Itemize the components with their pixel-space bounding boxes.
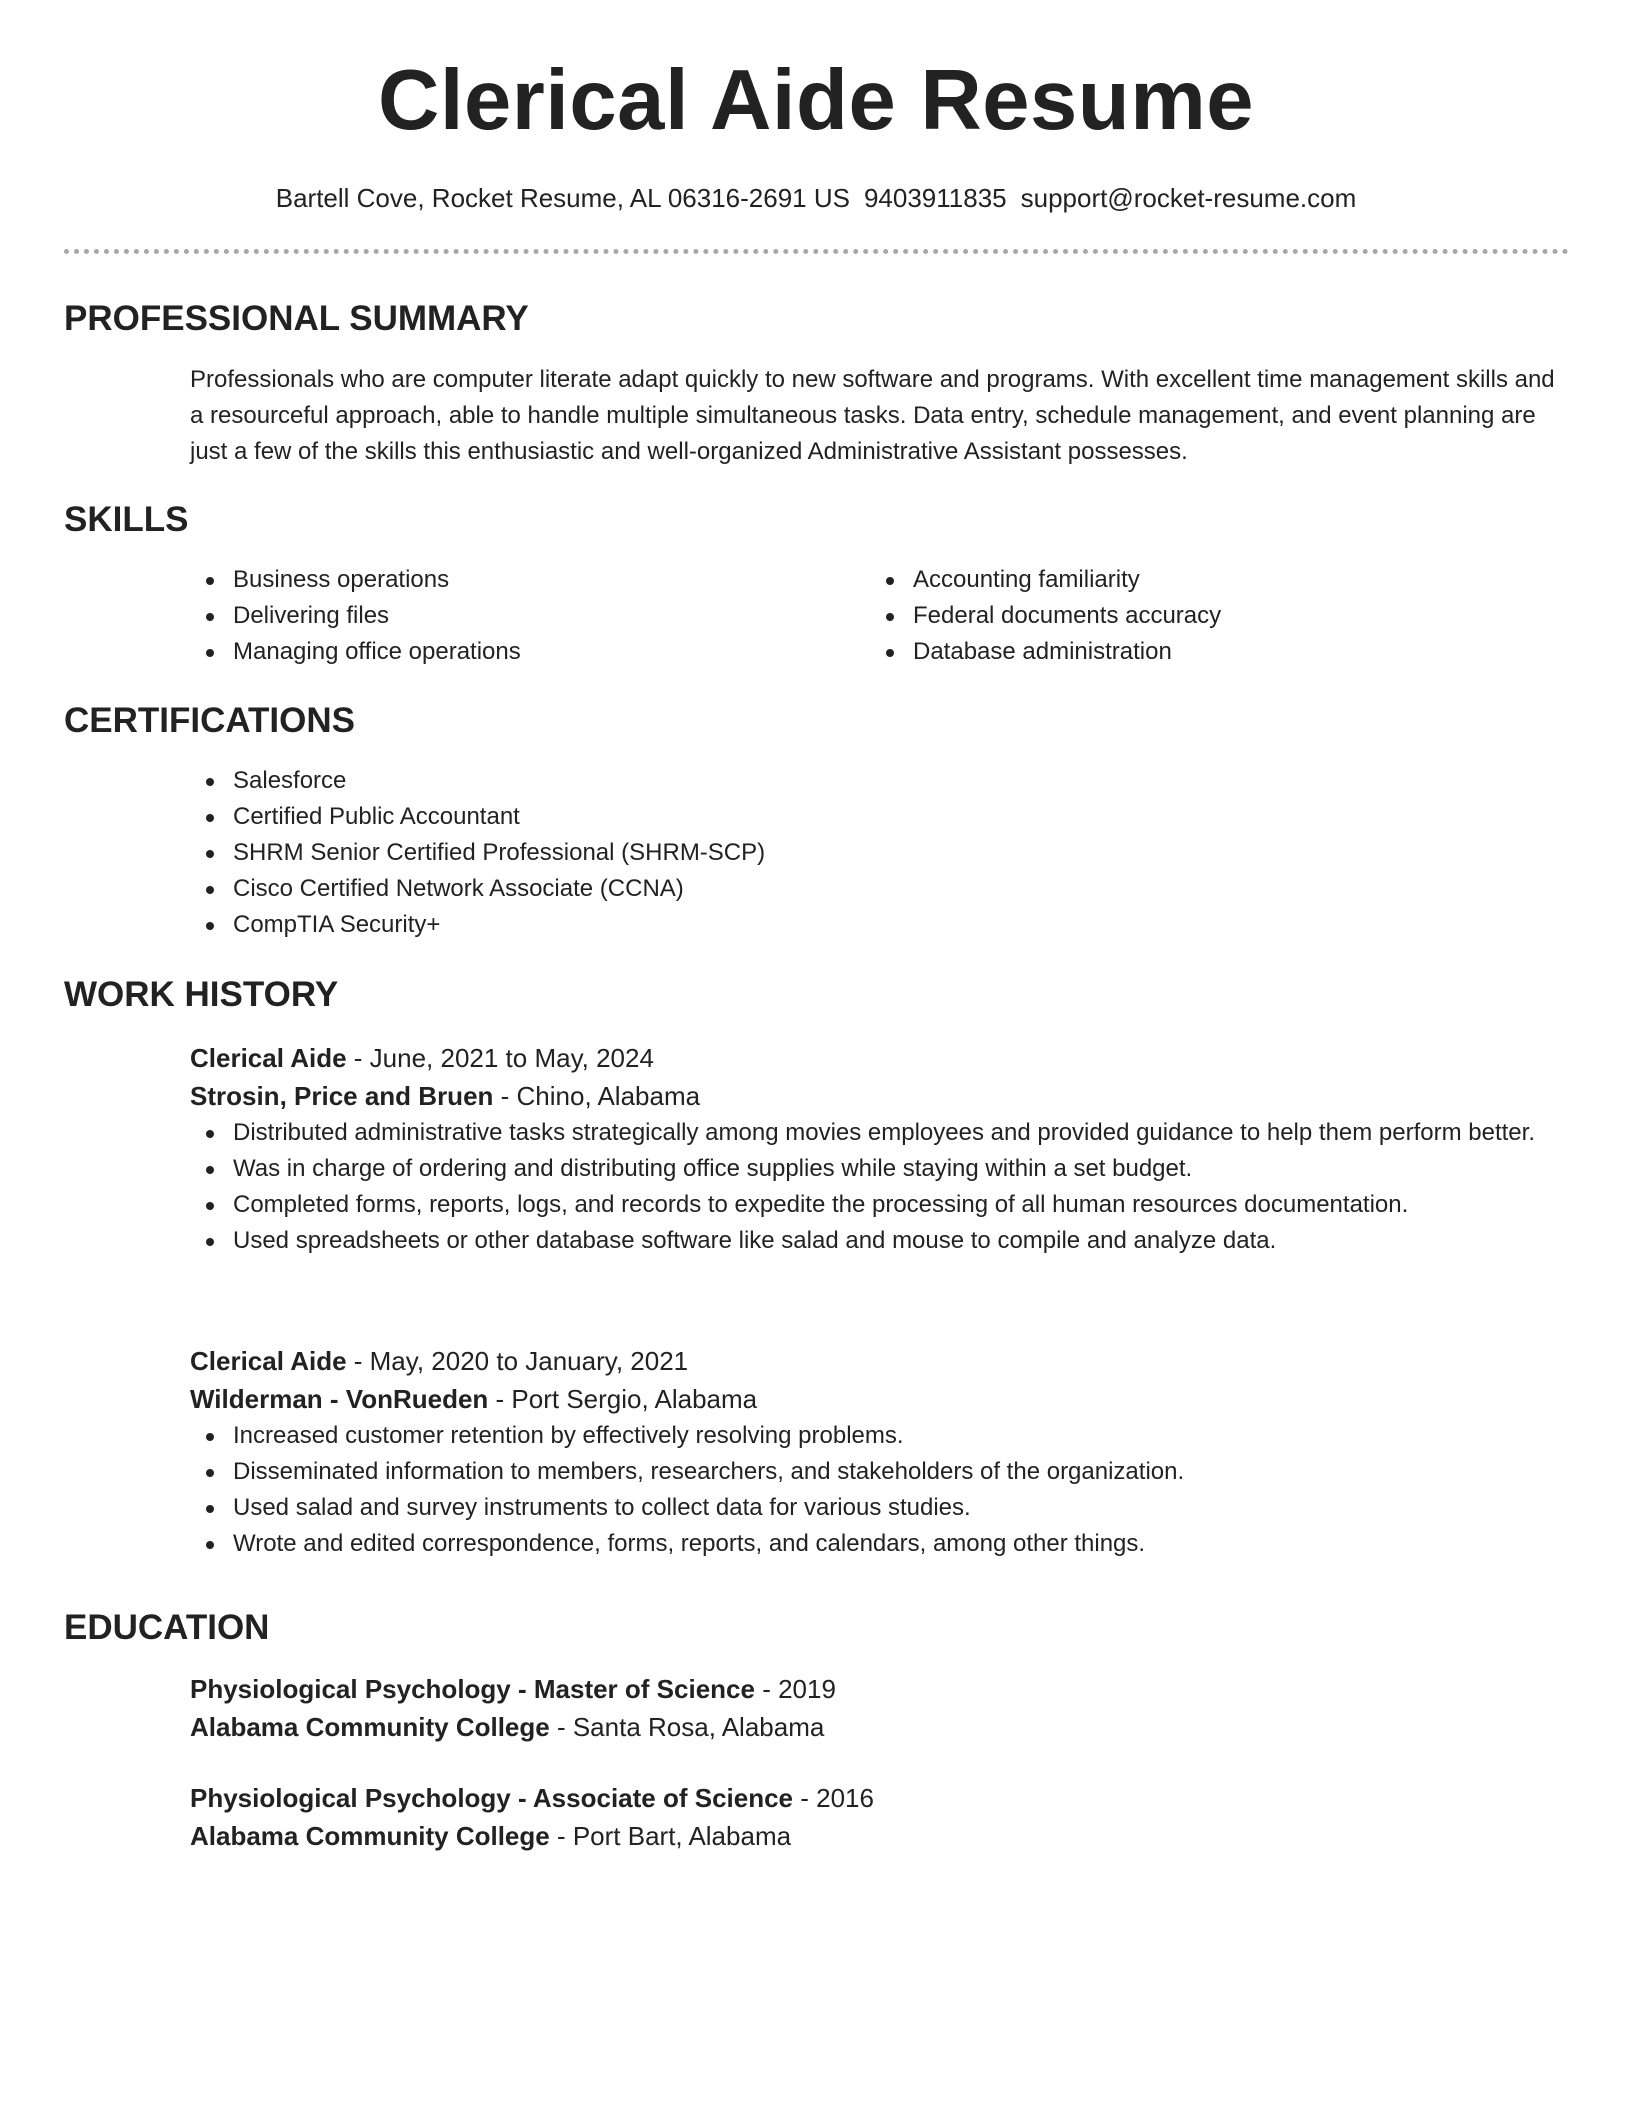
job-dates: - June, 2021 to May, 2024 — [346, 1043, 654, 1073]
certifications-section — [190, 763, 1569, 943]
skills-list-left — [190, 562, 870, 670]
certification-item: Salesforce — [190, 763, 1569, 799]
resume-title: Clerical Aide Resume — [377, 53, 1255, 148]
education-entry — [190, 1670, 1569, 1746]
job-title-line — [190, 1342, 1569, 1380]
summary-text: Professionals who are computer literate adapt quickly to new software and programs. With excellent time management skills and a resourceful approach, able to handle multiple simultaneous tasks. Data entry, schedule management, and event planning are just a few of the skills this enthusiastic and well-organized Administrative Assistant possesses. — [190, 366, 1555, 465]
skill-item: Managing office operations — [190, 634, 870, 670]
contact-address: Bartell Cove, Rocket Resume, AL 06316-2691 US — [275, 183, 850, 213]
job-title: Clerical Aide — [190, 1043, 347, 1073]
job-duty: Was in charge of ordering and distributing office supplies while staying within a set budget. — [190, 1151, 1569, 1187]
job-company-line — [190, 1380, 1569, 1418]
skill-item: Delivering files — [190, 598, 870, 634]
school-line — [190, 1708, 1569, 1746]
degree-title: Physiological Psychology - Master of Science — [190, 1674, 755, 1704]
skills-list-right — [870, 562, 1550, 670]
certification-item: Certified Public Accountant — [190, 799, 1569, 835]
job-duty: Used salad and survey instruments to collect data for various studies. — [190, 1490, 1569, 1526]
skill-item: Federal documents accuracy — [870, 598, 1550, 634]
job-entry — [190, 1342, 1569, 1562]
work-history-heading: WORK HISTORY — [64, 975, 339, 1014]
skills-section — [190, 562, 1569, 670]
job-duties-list — [190, 1418, 1569, 1562]
education-heading: EDUCATION — [64, 1608, 270, 1647]
degree-year: - 2016 — [793, 1783, 874, 1813]
job-duty: Increased customer retention by effectively resolving problems. — [190, 1418, 1569, 1454]
job-duty: Used spreadsheets or other database software like salad and mouse to compile and analyze data. — [190, 1223, 1569, 1259]
school-location: - Port Bart, Alabama — [549, 1821, 792, 1851]
skill-item: Database administration — [870, 634, 1550, 670]
job-duty: Disseminated information to members, researchers, and stakeholders of the organization. — [190, 1454, 1569, 1490]
certification-item: Cisco Certified Network Associate (CCNA) — [190, 871, 1569, 907]
summary-heading: PROFESSIONAL SUMMARY — [64, 299, 529, 338]
skill-item: Business operations — [190, 562, 870, 598]
certification-item: SHRM Senior Certified Professional (SHRM-SCP) — [190, 835, 1569, 871]
skills-heading: SKILLS — [64, 500, 189, 539]
school-name: Alabama Community College — [190, 1712, 550, 1742]
job-company: Strosin, Price and Bruen — [190, 1081, 494, 1111]
education-entry — [190, 1779, 1569, 1855]
job-location: - Port Sergio, Alabama — [488, 1384, 758, 1414]
certification-item: CompTIA Security+ — [190, 907, 1569, 943]
contact-email: support@rocket-resume.com — [1020, 183, 1357, 213]
job-location: - Chino, Alabama — [493, 1081, 701, 1111]
job-dates: - May, 2020 to January, 2021 — [346, 1346, 689, 1376]
school-location: - Santa Rosa, Alabama — [549, 1712, 825, 1742]
job-company: Wilderman - VonRueden — [190, 1384, 489, 1414]
certifications-list — [190, 763, 1569, 943]
school-name: Alabama Community College — [190, 1821, 550, 1851]
degree-line — [190, 1779, 1569, 1817]
degree-title: Physiological Psychology - Associate of Science — [190, 1783, 794, 1813]
skill-item: Accounting familiarity — [870, 562, 1550, 598]
summary-section — [190, 362, 1569, 470]
degree-year: - 2019 — [754, 1674, 836, 1704]
certifications-heading: CERTIFICATIONS — [64, 701, 356, 740]
header-divider — [64, 249, 1569, 254]
job-entry — [190, 1039, 1569, 1259]
school-line — [190, 1817, 1569, 1855]
job-duty: Wrote and edited correspondence, forms, reports, and calendars, among other things. — [190, 1526, 1569, 1562]
contact-phone: 9403911835 — [863, 183, 1007, 213]
contact-line — [0, 182, 1632, 214]
job-title-line — [190, 1039, 1569, 1077]
job-company-line — [190, 1077, 1569, 1115]
job-title: Clerical Aide — [190, 1346, 347, 1376]
job-duties-list — [190, 1115, 1569, 1259]
degree-line — [190, 1670, 1569, 1708]
job-duty: Completed forms, reports, logs, and records to expedite the processing of all human resources documentation. — [190, 1187, 1569, 1223]
job-duty: Distributed administrative tasks strategically among movies employees and provided guidance to help them perform better. — [190, 1115, 1569, 1151]
